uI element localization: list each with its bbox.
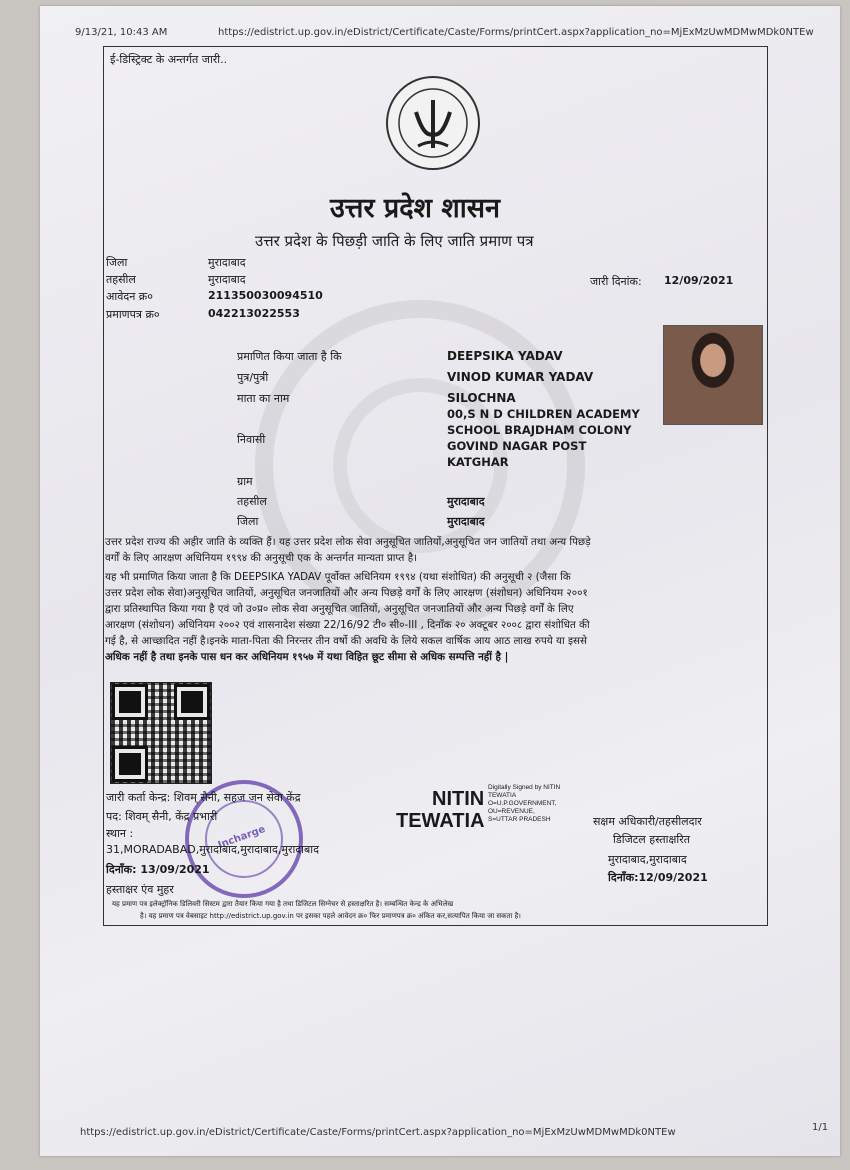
application-number: 211350030094510	[208, 289, 323, 302]
issuer-place-label: स्थान :	[106, 827, 134, 840]
authority-place: मुरादाबाद,मुरादाबाद	[608, 853, 687, 866]
address-line: KATGHAR	[447, 455, 509, 469]
emblem-icon	[388, 78, 478, 168]
district-label: जिला	[106, 256, 128, 269]
print-url: https://edistrict.up.gov.in/eDistrict/Certificate/Caste/Forms/printCert.aspx?application_no=MjExMzUwMDMwMDk0NTEw	[218, 27, 814, 38]
certificate-label: प्रमाणपत्र क्र०	[106, 308, 160, 321]
certificate-subtitle: उत्तर प्रदेश के पिछड़ी जाति के लिए जाति प्रमाण पत्र	[255, 232, 534, 250]
qr-code	[110, 682, 212, 784]
page-number: 1/1	[812, 1122, 829, 1133]
authority-sign-type: डिजिटल हस्ताक्षरित	[613, 833, 690, 846]
person-tehsil-value: मुरादाबाद	[447, 495, 485, 508]
stamp-text: Incharge	[216, 823, 267, 852]
issue-date-value: 12/09/2021	[664, 274, 734, 287]
signer-first-name: NITIN	[432, 788, 485, 810]
applicant-photo	[663, 325, 763, 425]
certificate-paragraph: अधिक नहीं है तथा इनके पास धन कर अधिनियम १९५७ में यथा विहित छूट सीमा से अधिक सम्पत्ति नहीं है |	[105, 651, 509, 663]
page-title: उत्तर प्रदेश शासन	[330, 193, 500, 224]
certificate-paragraph: द्वारा प्रतिस्थापित किया गया है एवं जो उ०प्र० लोक सेवा अनुसूचित जातियों, अनुसूचित जनजातियों और अन्य पिछड़े वर्गों के लिए	[105, 603, 574, 615]
issuer-post: पद: शिवम् सैनी, केंद्र प्रभारी	[106, 810, 218, 823]
father-name: VINOD KUMAR YADAV	[447, 370, 594, 384]
address-line: 00,S N D CHILDREN ACADEMY	[447, 407, 640, 421]
address-line: GOVIND NAGAR POST	[447, 439, 587, 453]
mother-label: माता का नाम	[237, 392, 290, 405]
issue-date-label: जारी दिनांक:	[590, 275, 642, 288]
issuer-place-value: 31,MORADABAD,मुरादाबाद,मुरादाबाद,मुरादाबाद	[106, 843, 319, 856]
footer-note: है। यह प्रमाण पत्र वेबसाइट http://edistrict.up.gov.in पर इसका पहले आवेदन क्र० फिर प्रमाणपत्र क्र० अंकित कर,सत्यापित किया जा सकता है।	[140, 912, 521, 920]
tehsil-value: मुरादाबाद	[208, 273, 246, 286]
certificate-paragraph: उत्तर प्रदेश लोक सेवा)अनुसूचित जातियों, अनुसूचित जनजातियों और अन्य पिछड़े वर्गों के लिए आरक्षण (संशोधन) अधिनियम २००१	[105, 587, 588, 599]
signer-last-name: TEWATIA	[396, 810, 485, 832]
authority-title: सक्षम अधिकारी/तहसीलदार	[593, 815, 702, 828]
issuer-sign-label: हस्ताक्षर एंव मुहर	[106, 883, 174, 896]
certificate-paragraph: यह भी प्रमाणित किया जाता है कि DEEPSIKA YADAV पूर्वोक्त अधिनियम १९९४ (यथा संशोधित) की अनुसूची २ (जैसा कि	[105, 571, 571, 583]
village-label: ग्राम	[237, 475, 253, 488]
application-label: आवेदन क्र०	[106, 290, 153, 303]
up-emblem-logo	[386, 76, 480, 170]
certificate-paragraph: आरक्षण (संशोधन) अधिनियम २००२ एवं शासनादेश संख्या 22/16/92 टी० सी०-III , दिनाँक २० अक्टूबर २००८ द्वारा संशोधित की	[105, 619, 590, 631]
issuer-centre: जारी कर्ता केन्द्र: शिवम् सैनी, सहज जन सेवा केंद्र	[106, 791, 301, 804]
mother-name: SILOCHNA	[447, 391, 516, 405]
address-line: SCHOOL BRAJDHAM COLONY	[447, 423, 632, 437]
issued-under-note: ई-डिस्ट्रिक्ट के अन्तर्गत जारी..	[110, 53, 228, 66]
certificate-number: 042213022553	[208, 307, 300, 320]
certificate-paragraph: उत्तर प्रदेश राज्य की अहीर जाति के व्यक्ति हैं। यह उत्तर प्रदेश लोक सेवा अनुसूचित जातियों,अनुसूचित जन जातियों तथा अन्य पिछड़े	[105, 536, 591, 548]
footer-url: https://edistrict.up.gov.in/eDistrict/Certificate/Caste/Forms/printCert.aspx?application_no=MjExMzUwMDMwMDk0NTEw	[80, 1127, 676, 1138]
person-district-value: मुरादाबाद	[447, 515, 485, 528]
footer-note: यह प्रमाण पत्र इलेक्ट्रॉनिक डिलिवरी सिस्टम द्वारा तैयार किया गया है तथा डिजिटल सिग्नेचर से हस्ताक्षरित है। सम्बन्धित केन्द्र के अभिलेख	[112, 900, 454, 908]
certificate-paragraph: वर्गों के लिए आरक्षण अधिनियम १९९४ की अनुसूची एक के अन्तर्गत मान्यता प्राप्त है।	[105, 552, 418, 564]
district-value: मुरादाबाद	[208, 256, 246, 269]
print-datetime: 9/13/21, 10:43 AM	[75, 27, 168, 38]
person-tehsil-label: तहसील	[237, 495, 267, 508]
father-label: पुत्र/पुत्री	[237, 371, 269, 384]
certificate-paragraph: गई है, से आच्छादित नहीं है।इनके माता-पिता की निरन्तर तीन वर्षो की अवधि के लिये सकल वार्षिक आय आठ लाख रुपये या इससे	[105, 635, 587, 647]
address-label: निवासी	[237, 433, 266, 446]
issuer-date: दिनाँक: 13/09/2021	[106, 863, 210, 876]
digital-signature-details: Digitally Signed by NITIN TEWATIA O=U.P.GOVERNMENT, OU=REVENUE, S=UTTAR PRADESH	[488, 784, 561, 823]
authority-date: दिनाँक:12/09/2021	[608, 871, 708, 884]
person-district-label: जिला	[237, 515, 259, 528]
tehsil-label: तहसील	[106, 273, 136, 286]
certified-label: प्रमाणित किया जाता है कि	[237, 350, 342, 363]
applicant-name: DEEPSIKA YADAV	[447, 349, 563, 363]
